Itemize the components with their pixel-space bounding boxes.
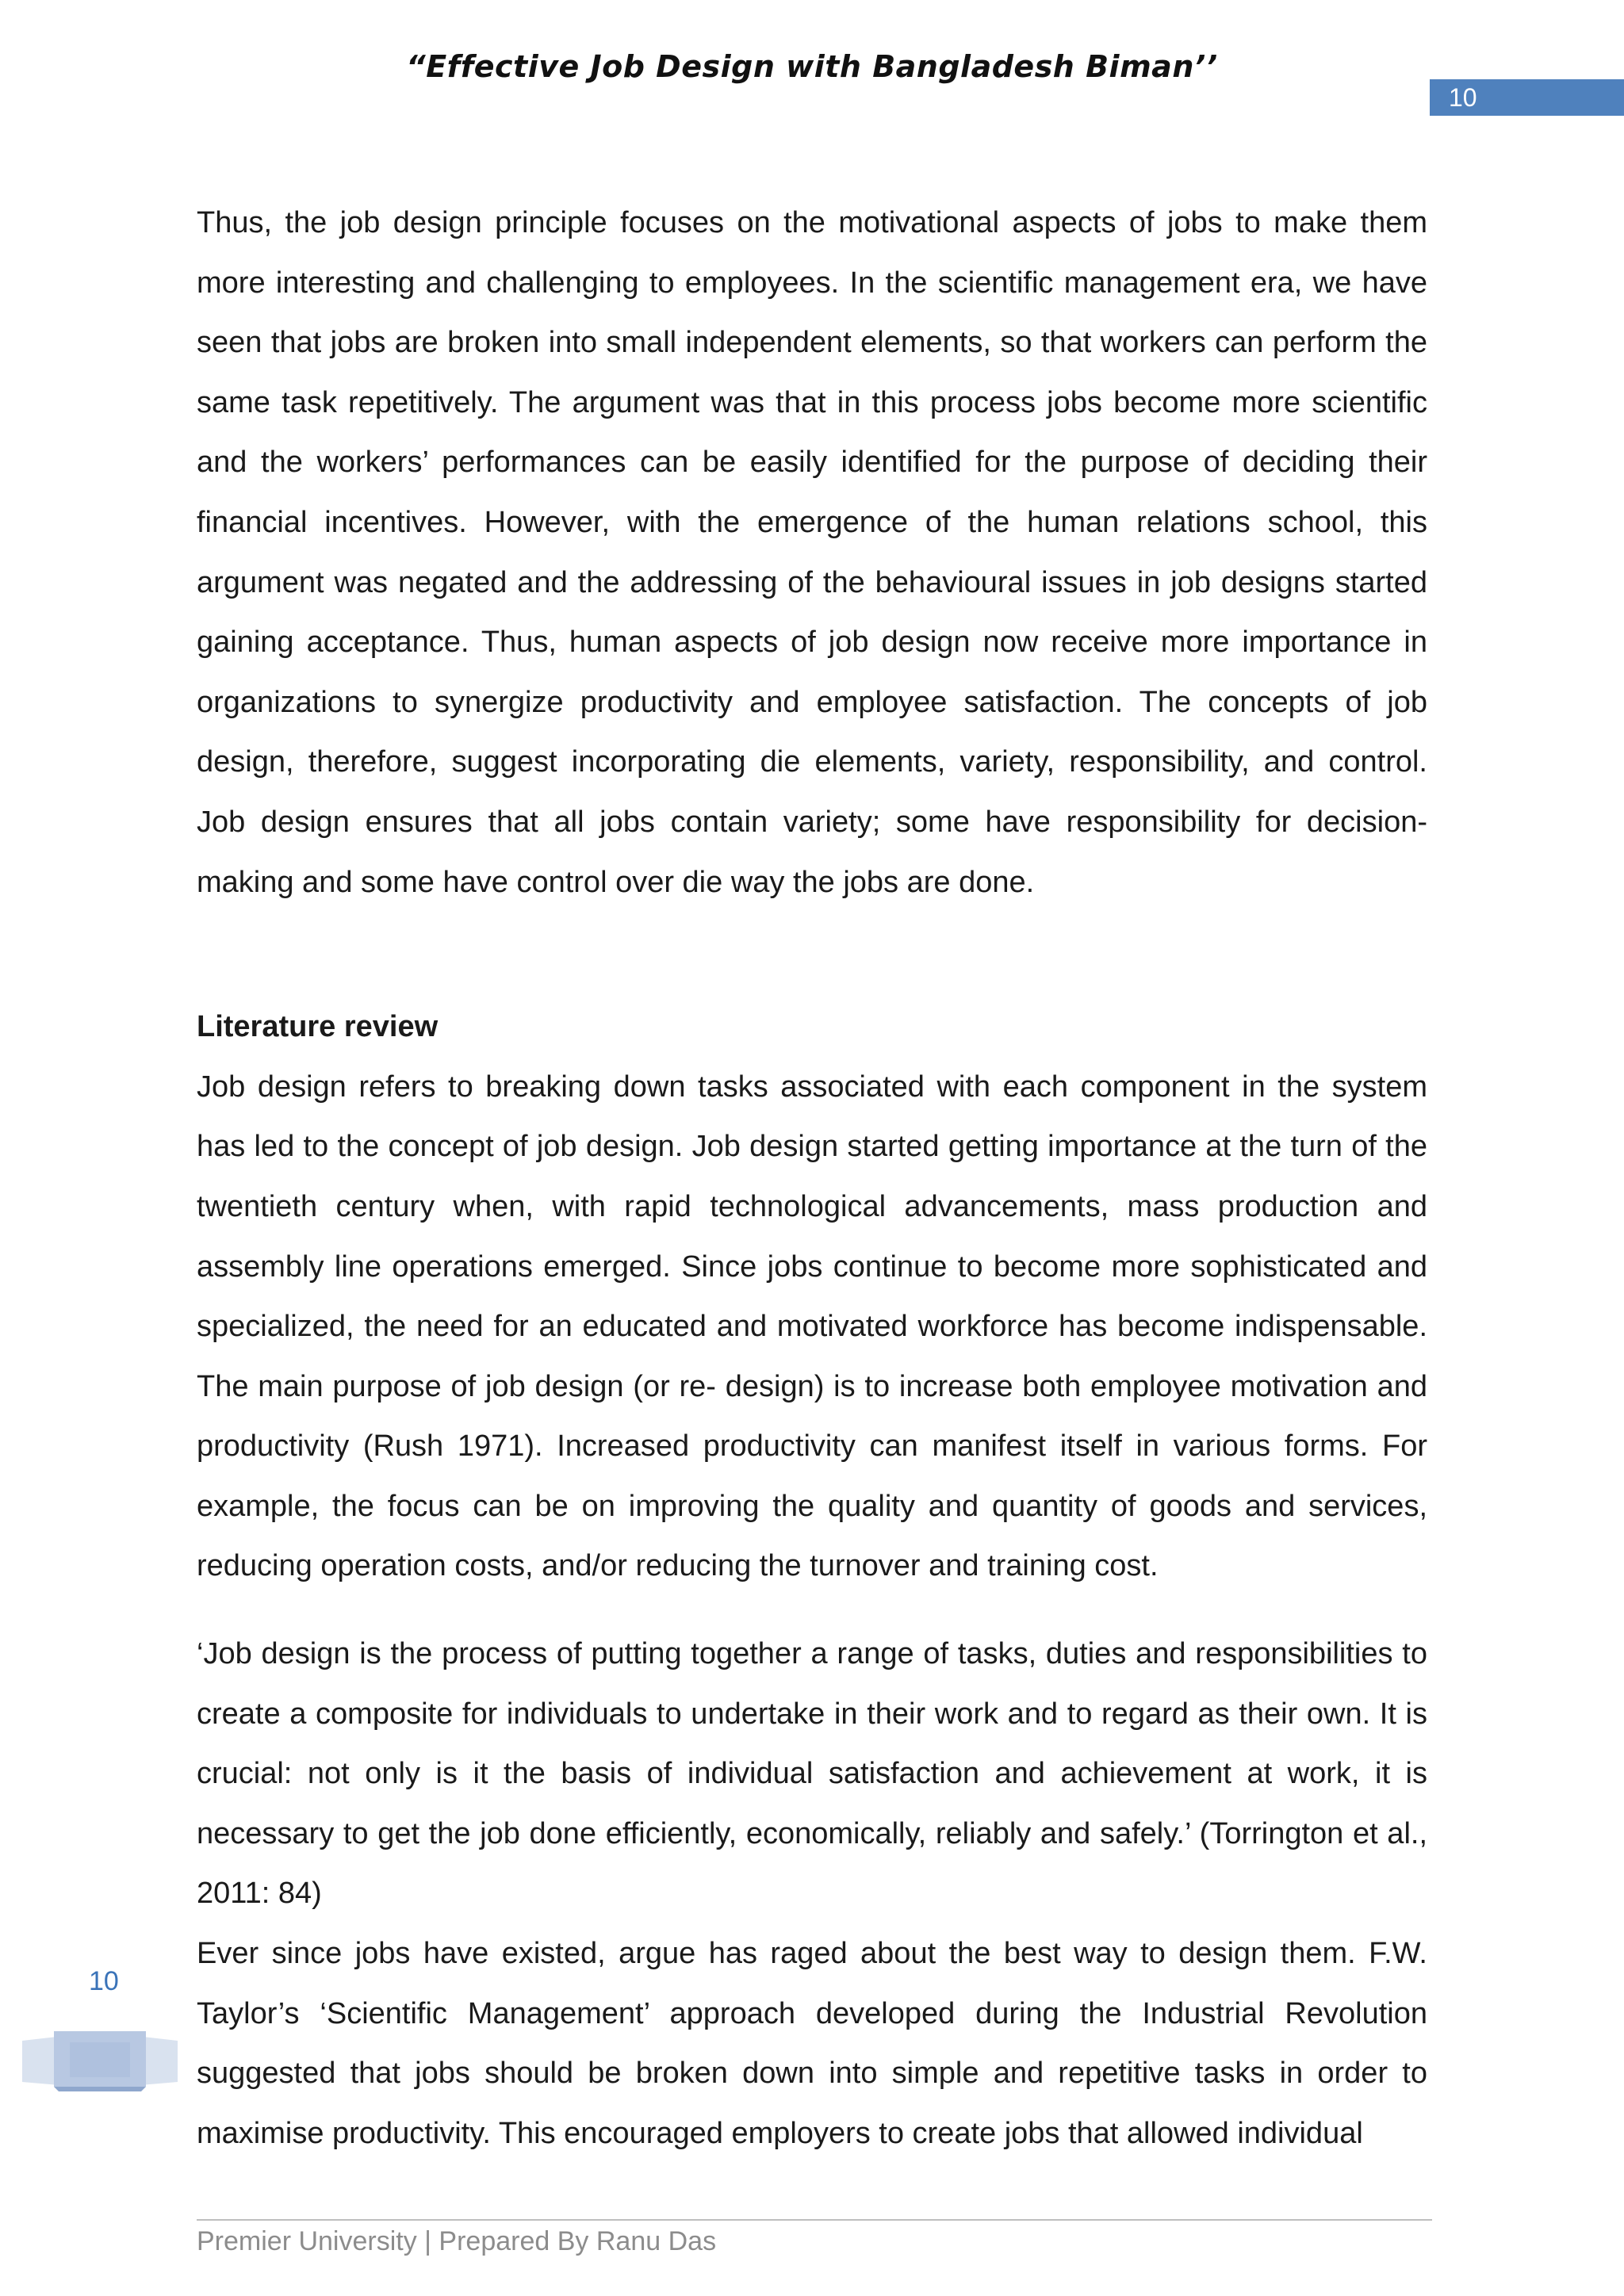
document-header-title: “Effective Job Design with Bangladesh Biman’’ — [406, 49, 1218, 84]
body-paragraph: Ever since jobs have existed, argue has raged about the best way to design them. F.W. Taylor’s ‘Scientific Management’ approach developed during the Industrial Revolution suggested that jobs should be broken down into simple and repetitive tasks in order to maximise productivity. This encouraged employers to create jobs that allowed individual — [197, 1937, 1427, 2150]
body-paragraph: Job design refers to breaking down tasks associated with each component in the system has led to the concept of job design. Job design started getting importance at the turn of the twentieth century when, with rapid technological advancements, mass production and assembly line operations emerged. Since jobs continue to become more sophisticated and specialized, the need for an educated and motivated workforce has become indispensable. The main purpose of job design (or re- design) is to increase both employee motivation and productivity (Rush 1971). Increased productivity can manifest itself in various forms. For example, the focus can be on improving the quality and quantity of goods and services, reducing operation costs, and/or reducing the turnover and training cost. — [197, 1070, 1427, 1583]
body-paragraph: Thus, the job design principle focuses on the motivational aspects of jobs to make them more interesting and challenging to employees. In the scientific management era, we have seen that jobs are broken into small independent elements, so that workers can perform the same task repetitively. The argument was that in this process jobs become more scientific and the workers’ performances can be easily identified for the purpose of deciding their financial incentives. However, with the emergence of the human relations school, this argument was negated and the addressing of the behavioural issues in job designs started gaining acceptance. Thus, human aspects of job design now receive more importance in organizations to synergize productivity and employee satisfaction. The concepts of job design, therefore, suggest incorporating die elements, variety, responsibility, and control. Job design ensures that all jobs contain variety; some have responsibility for decision-making and some have control over die way the jobs are done. — [197, 206, 1427, 899]
quote-paragraph: ‘Job design is the process of putting together a range of tasks, duties and responsibilities to create a composite for individuals to undertake in their work and to regard as their own. It is crucial: not only is it the basis of individual satisfaction and achievement at work, it is necessary to get the job done efficiently, economically, reliably and safely.’ (Torrington et al., 2011: 84) — [197, 1637, 1427, 1911]
header-page-number: 10 — [1430, 79, 1624, 116]
footer-divider — [197, 2219, 1432, 2221]
paragraph-spacer — [197, 1597, 1427, 1624]
footer-text: Premier University | Prepared By Ranu Das — [197, 2226, 717, 2256]
page-ribbon-icon — [22, 2030, 178, 2093]
section-heading: Literature review — [197, 1010, 439, 1044]
side-page-number: 10 — [89, 1966, 119, 1996]
paragraph-spacer — [197, 913, 1427, 997]
page-body — [197, 193, 1427, 2164]
